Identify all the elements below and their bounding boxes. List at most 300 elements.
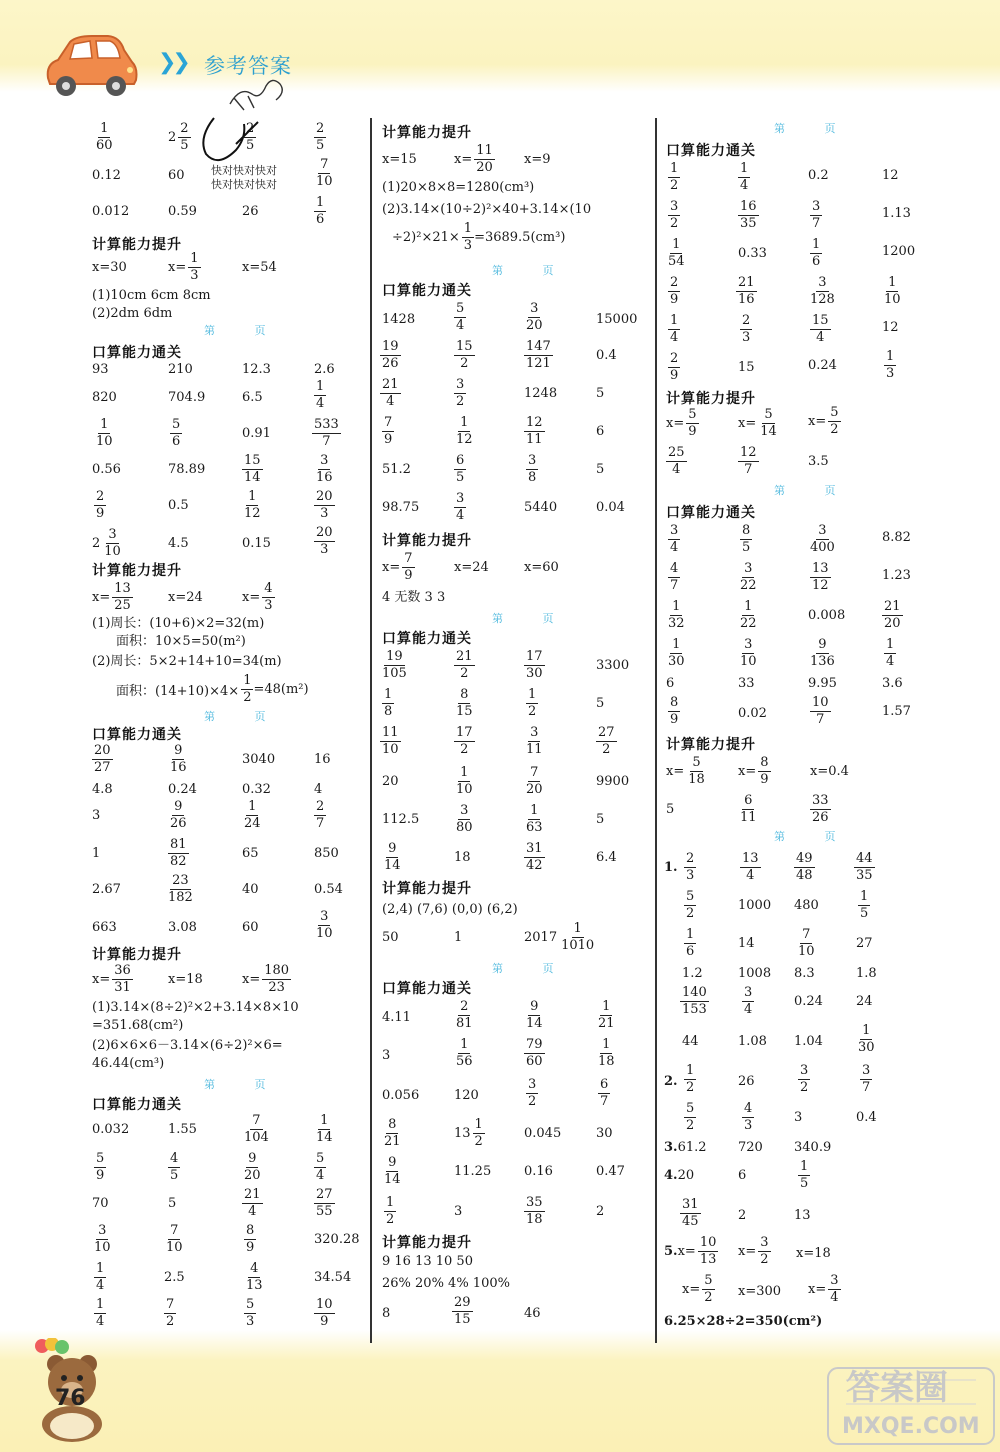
equation: x=9 (524, 152, 551, 167)
fraction: $\frac{4}{13}$ (246, 1261, 263, 1293)
equation: x=0.4 (810, 764, 849, 779)
answer: 0.012 (92, 204, 130, 219)
fraction: $\frac{3}{7}$ (862, 1063, 871, 1095)
answer-line: (2)3.14×(10÷2)²×40+3.14×(10 (382, 202, 592, 217)
equation: x= $\frac{5}{2}$ (808, 405, 839, 437)
answer: 850 (314, 846, 339, 861)
question-number: 3. (664, 1140, 678, 1155)
mixed-number: 13 $\frac{1}{2}$ (454, 1117, 483, 1149)
fraction: $\frac{33}{26}$ (812, 793, 829, 825)
section-heading: 口算能力通关 (92, 345, 182, 361)
fraction: $\frac{79}{60}$ (526, 1037, 543, 1069)
equation: x= $\frac{5}{14}$ (738, 407, 777, 439)
answer: 3300 (596, 658, 630, 673)
answer: 5 (596, 386, 605, 401)
fraction: $\frac{4}{5}$ (170, 1151, 179, 1183)
header-band (0, 0, 1000, 92)
answer: 93 (92, 362, 109, 377)
answer: 0.04 (596, 500, 625, 515)
answer: 26 (242, 204, 259, 219)
equation: x= $\frac{3}{4}$ (808, 1273, 839, 1305)
answer-line: 面积：(14+10)×4× $\frac{1}{2}$ =48(m²) (116, 673, 309, 705)
fraction: $\frac{31}{45}$ (682, 1197, 699, 1229)
fraction: $\frac{9}{136}$ (810, 637, 835, 669)
fraction: $\frac{3}{16}$ (316, 453, 333, 485)
answer: 0.056 (382, 1088, 420, 1103)
answer-text: =3689.5(cm³) (474, 230, 566, 245)
fraction: $\frac{1}{4}$ (886, 637, 895, 669)
answer-line: (1)20×8×8=1280(cm³) (382, 180, 535, 195)
fraction: $\frac{3}{2}$ (456, 377, 465, 409)
answer-text: 61.2 (677, 1140, 707, 1155)
answer: 4.8 (92, 782, 113, 797)
fraction: $\frac{1}{4}$ (670, 313, 679, 345)
answer: 1.57 (882, 704, 911, 719)
fraction: $\frac{9}{14}$ (384, 841, 401, 873)
answer: 0.02 (738, 706, 767, 721)
equation: x= $\frac{8}{9}$ (738, 755, 769, 787)
page-mark: 第 页 (774, 122, 854, 135)
answer: 0.5 (168, 498, 189, 513)
answer: 0.32 (242, 782, 271, 797)
fraction: $\frac{1}{4}$ (96, 1261, 105, 1293)
answer: 120 (454, 1088, 479, 1103)
fraction: $\frac{1}{12}$ (244, 489, 261, 521)
fraction: $\frac{1}{2}$ (686, 1063, 695, 1095)
answer: 1008 (738, 966, 772, 981)
fraction: $\frac{5}{2}$ (686, 889, 695, 921)
answer: 2 (596, 1204, 605, 1219)
equation: x= $\frac{1}{3}$ (168, 251, 199, 283)
answer: 33 (738, 676, 755, 691)
section-heading: 计算能力提升 (382, 1235, 472, 1251)
answer: 3 (92, 808, 101, 823)
answer: 6 (666, 676, 675, 691)
page-mark: 第 页 (774, 830, 854, 843)
answer-line: 26% 20% 4% 100% (382, 1276, 510, 1291)
answer: 1.13 (882, 206, 911, 221)
answer: 0.15 (242, 536, 271, 551)
fraction: $\frac{1}{12}$ (456, 415, 473, 447)
answer: 820 (92, 390, 117, 405)
answer: 8 (382, 1306, 391, 1321)
fraction: $\frac{49}{48}$ (796, 851, 813, 883)
answer-text: ÷2)²×21× (392, 230, 460, 245)
fraction: $\frac{7}{104}$ (244, 1113, 269, 1145)
fraction: $\frac{1}{2}$ (670, 161, 679, 193)
answer: 70 (92, 1196, 109, 1211)
section-heading: 计算能力提升 (382, 125, 472, 141)
fraction: $\frac{1}{30}$ (668, 637, 685, 669)
mixed-number: 2017 $\frac{1}{1010}$ (524, 921, 595, 953)
fraction: $\frac{2}{9}$ (670, 275, 679, 307)
fraction: $\frac{3}{20}$ (526, 301, 543, 333)
answer: 2 (738, 1208, 747, 1223)
fraction: $\frac{7}{2}$ (166, 1297, 175, 1329)
fraction: $\frac{17}{2}$ (456, 725, 473, 757)
answer: 720 (738, 1140, 763, 1155)
answer: 6.4 (596, 850, 617, 865)
equation: x= $\frac{36}{31}$ (92, 963, 131, 995)
answer-line: =351.68(cm²) (92, 1018, 184, 1033)
equation: x=300 (738, 1284, 782, 1299)
answer: 0.91 (242, 426, 271, 441)
answer: 0.4 (856, 1110, 877, 1125)
answer: 30 (596, 1126, 613, 1141)
answer: 2.5 (164, 1270, 185, 1285)
fraction: $\frac{2}{81}$ (456, 999, 473, 1031)
answer-line: (1)周长：(10+6)×2=32(m) (92, 616, 265, 631)
fraction: $\frac{5}{9}$ (96, 1151, 105, 1183)
column-divider (370, 118, 372, 1343)
fraction: $\frac{1}{4}$ (96, 1297, 105, 1329)
column-divider (655, 118, 657, 1343)
answer-line: 4 无数 3 3 (382, 590, 446, 605)
fraction: $\frac{5}{4}$ (456, 301, 465, 333)
fraction: $\frac{81}{82}$ (170, 837, 187, 869)
fraction: $\frac{31}{42}$ (526, 841, 543, 873)
fraction: $\frac{4}{3}$ (744, 1101, 753, 1133)
fraction: $\frac{3}{7}$ (812, 199, 821, 231)
handwriting-note: 快对快对快对 (211, 178, 277, 191)
fraction: $\frac{29}{15}$ (454, 1295, 471, 1327)
answer: 1.08 (738, 1034, 767, 1049)
answer-line: (1)10cm 6cm 8cm (92, 288, 211, 303)
fraction: $\frac{5}{3}$ (246, 1297, 255, 1329)
fraction: $\frac{3}{80}$ (456, 803, 473, 835)
section-heading: 口算能力通关 (382, 631, 472, 647)
answer: 4 (314, 782, 323, 797)
answer-line: (2)6×6×6－3.14×(6÷2)²×6= (92, 1038, 283, 1053)
fraction: $\frac{1}{10}$ (884, 275, 901, 307)
section-heading: 口算能力通关 (666, 505, 756, 521)
answer: 1000 (738, 898, 772, 913)
fraction: $\frac{3}{2}$ (670, 199, 679, 231)
answer: 9.95 (808, 676, 837, 691)
fraction: $\frac{1}{4}$ (740, 161, 749, 193)
fraction: $\frac{3}{10}$ (316, 909, 333, 941)
answer: 3.08 (168, 920, 197, 935)
mixed-number: 2 $\frac{3}{10}$ (92, 527, 121, 559)
answer: 0.032 (92, 1122, 130, 1137)
fraction: $\frac{2}{5}$ (316, 121, 325, 153)
equation: x=30 (92, 260, 127, 275)
answer: 12 (882, 320, 899, 335)
answer: 60 (168, 168, 185, 183)
answer: 6.5 (242, 390, 263, 405)
answer: 12.3 (242, 362, 271, 377)
answer: 5 (596, 696, 605, 711)
answer-row (664, 1140, 707, 1155)
fraction: $\frac{2}{5}$ (246, 121, 255, 153)
answer: 0.12 (92, 168, 121, 183)
pencil-sketch-icon (226, 74, 290, 114)
fraction: $\frac{21}{16}$ (738, 275, 755, 307)
fraction: $\frac{12}{11}$ (526, 415, 543, 447)
answer: 0.24 (168, 782, 197, 797)
fraction: $\frac{8}{9}$ (246, 1223, 255, 1255)
answer: 1428 (382, 312, 416, 327)
answer: 11.25 (454, 1164, 492, 1179)
equation: x= $\frac{5}{9}$ (666, 407, 697, 439)
equation: x=54 (242, 260, 277, 275)
car-icon (40, 28, 140, 100)
answer: 0.4 (596, 348, 617, 363)
answer: 20 (382, 774, 399, 789)
answer-line: (1)3.14×(8÷2)²×2+3.14×8×10 (92, 1000, 299, 1015)
fraction: $\frac{1}{6}$ (316, 195, 325, 227)
fraction: $\frac{1}{6}$ (812, 237, 821, 269)
fraction: $\frac{3}{10}$ (94, 1223, 111, 1255)
answer: 1200 (882, 244, 916, 259)
equation: x=60 (524, 560, 559, 575)
equation: x= $\frac{13}{25}$ (92, 581, 131, 613)
question-number: 5. (664, 1244, 678, 1259)
answer: 0.24 (794, 994, 823, 1009)
answer: 12 (882, 168, 899, 183)
answer: 0.16 (524, 1164, 553, 1179)
answer: 663 (92, 920, 117, 935)
fraction: $\frac{3}{10}$ (740, 637, 757, 669)
watermark-url: MXQE.COM (842, 1414, 980, 1439)
fraction: $\frac{15}{2}$ (456, 339, 473, 371)
answer: 15 (738, 360, 755, 375)
equation: x=18 (168, 972, 203, 987)
answer: 60 (242, 920, 259, 935)
fraction: $\frac{20}{3}$ (316, 525, 333, 557)
answer: 0.56 (92, 462, 121, 477)
answer: 5 (666, 802, 675, 817)
answer: 78.89 (168, 462, 206, 477)
fraction: $\frac{1}{56}$ (456, 1037, 473, 1069)
answer: 0.54 (314, 882, 343, 897)
equation: x= $\frac{3}{2}$ (738, 1235, 769, 1267)
equation: x= $\frac{5}{2}$ (682, 1273, 713, 1305)
fraction: $\frac{2}{7}$ (316, 799, 325, 831)
fraction: $\frac{13}{4}$ (742, 851, 759, 883)
fraction: $\frac{4}{7}$ (670, 561, 679, 593)
equation: x= $\frac{180}{23}$ (242, 963, 290, 995)
answer-text: =48(m²) (253, 682, 309, 697)
page-mark: 第 页 (492, 612, 572, 625)
answer: 13 (794, 1208, 811, 1223)
fraction: $\frac{1}{6}$ (686, 927, 695, 959)
section-heading: 口算能力通关 (92, 1097, 182, 1113)
answer-text: 2017 (524, 930, 558, 945)
answer: 44 (682, 1034, 699, 1049)
answer-line: ÷2)²×21× $\frac{1}{3}$ =3689.5(cm³) (392, 221, 566, 253)
question-number: 2. (664, 1074, 678, 1089)
answer-text: 20 (677, 1168, 695, 1183)
answer-row (664, 1168, 694, 1183)
answer: 3.6 (882, 676, 903, 691)
section-heading: 计算能力提升 (666, 391, 756, 407)
answer: 46 (524, 1306, 541, 1321)
question-number: 4. (664, 1168, 678, 1183)
answer-line: 面积：10×5=50(m²) (116, 634, 246, 649)
page-mark: 第 页 (204, 324, 284, 337)
fraction: $\frac{35}{18}$ (526, 1195, 543, 1227)
fraction: $\frac{6}{11}$ (740, 793, 757, 825)
answer-line: 9 16 13 10 50 (382, 1254, 473, 1269)
fraction: $\frac{3}{400}$ (810, 523, 835, 555)
answer: 1.04 (794, 1034, 823, 1049)
fraction: $\frac{3}{8}$ (528, 453, 537, 485)
fraction: $\frac{10}{7}$ (812, 695, 829, 727)
fraction: $\frac{3}{4}$ (670, 523, 679, 555)
section-heading: 计算能力提升 (92, 237, 182, 253)
fraction: $\frac{1}{2}$ (386, 1195, 395, 1227)
fraction: $\frac{20}{27}$ (94, 743, 111, 775)
answer: 27 (856, 936, 873, 951)
page-mark: 第 页 (492, 264, 572, 277)
fraction: $\frac{10}{9}$ (316, 1297, 333, 1329)
fraction: $\frac{6}{7}$ (600, 1077, 609, 1109)
answer: 18 (454, 850, 471, 865)
answer: 3 (794, 1110, 803, 1125)
answer: 210 (168, 362, 193, 377)
fraction: $\frac{9}{16}$ (170, 743, 187, 775)
fraction: $\frac{5}{6}$ (172, 417, 181, 449)
answer: 6 (596, 424, 605, 439)
page-mark: 第 页 (492, 962, 572, 975)
answer: 26 (738, 1074, 755, 1089)
page-mark: 第 页 (774, 484, 854, 497)
answer: 4.11 (382, 1010, 411, 1025)
fraction: $\frac{2}{3}$ (686, 851, 695, 883)
section-heading: 口算能力通关 (382, 283, 472, 299)
fraction: $\frac{1}{3}$ (886, 349, 895, 381)
equation: x= $\frac{5}{18}$ (666, 755, 705, 787)
fraction: $\frac{533}{7}$ (314, 417, 339, 449)
fraction: $\frac{8}{21}$ (384, 1117, 401, 1149)
answer: 9900 (596, 774, 630, 789)
fraction: $\frac{9}{14}$ (526, 999, 543, 1031)
answer: 112.5 (382, 812, 420, 827)
fraction: $\frac{21}{2}$ (456, 649, 473, 681)
answer: 2.6 (314, 362, 335, 377)
answer-line: (2)2dm 6dm (92, 306, 173, 321)
fraction: $\frac{21}{20}$ (884, 599, 901, 631)
fraction: $\frac{3}{2}$ (528, 1077, 537, 1109)
fraction: $\frac{3}{11}$ (526, 725, 543, 757)
answer: 0.008 (808, 608, 846, 623)
fraction: $\frac{3}{4}$ (456, 491, 465, 523)
equation: x=24 (454, 560, 489, 575)
fraction: $\frac{1}{10}$ (96, 417, 113, 449)
fraction: $\frac{19}{105}$ (382, 649, 407, 681)
question-number: 1. (664, 860, 678, 875)
mixed-number: 2 $\frac{2}{5}$ (168, 121, 189, 153)
section-heading: 计算能力提升 (382, 881, 472, 897)
fraction: $\frac{1}{2}$ (528, 687, 537, 719)
fraction: $\frac{7}{20}$ (526, 765, 543, 797)
answer: 1 (92, 846, 101, 861)
answer: 1.2 (682, 966, 703, 981)
fraction: $\frac{1}{21}$ (598, 999, 615, 1031)
section-heading: 计算能力提升 (92, 563, 182, 579)
answer-line: 6.25×28÷2=350(cm²) (664, 1314, 823, 1329)
answer-line: (2)周长：5×2+14+10=34(m) (92, 654, 282, 669)
fraction: $\frac{7}{10}$ (166, 1223, 183, 1255)
fraction: $\frac{15}{14}$ (244, 453, 261, 485)
fraction: $\frac{1}{10}$ (456, 765, 473, 797)
fraction: $\frac{27}{55}$ (316, 1187, 333, 1219)
answer: 65 (242, 846, 259, 861)
fraction: $\frac{1}{32}$ (668, 599, 685, 631)
fraction: $\frac{20}{3}$ (316, 489, 333, 521)
answer: 8.3 (794, 966, 815, 981)
fraction: $\frac{9}{26}$ (170, 799, 187, 831)
handwriting-scribble (196, 114, 266, 166)
equation: x= $\frac{7}{9}$ (382, 551, 413, 583)
answer: 34.54 (314, 1270, 352, 1285)
fraction: $\frac{1}{60}$ (96, 121, 113, 153)
fraction: $\frac{1}{18}$ (598, 1037, 615, 1069)
answer: 98.75 (382, 500, 420, 515)
fraction: $\frac{21}{4}$ (382, 377, 399, 409)
fraction: $\frac{5}{2}$ (686, 1101, 695, 1133)
fraction: $\frac{1}{14}$ (316, 1113, 333, 1145)
fraction: $\frac{2}{9}$ (670, 351, 679, 383)
fraction: $\frac{7}{9}$ (384, 415, 393, 447)
answer: 320.28 (314, 1232, 360, 1247)
answer-line: 46.44(cm³) (92, 1056, 165, 1071)
fraction: $\frac{19}{26}$ (382, 339, 399, 371)
equation: x= $\frac{4}{3}$ (242, 581, 273, 613)
answer: 1.23 (882, 568, 911, 583)
fraction: $\frac{3}{2}$ (800, 1063, 809, 1095)
answer: 40 (242, 882, 259, 897)
fraction: $\frac{5}{4}$ (316, 1151, 325, 1183)
fraction: $\frac{6}{5}$ (456, 453, 465, 485)
chevron-right-icon: ❯❯ (158, 50, 187, 75)
answer: 1 (454, 930, 463, 945)
fraction: $\frac{140}{153}$ (682, 985, 707, 1017)
section-heading: 口算能力通关 (666, 143, 756, 159)
fraction: $\frac{7}{10}$ (316, 157, 333, 189)
fraction: $\frac{8}{5}$ (742, 523, 751, 555)
answer: 1.55 (168, 1122, 197, 1137)
answer: 1.8 (856, 966, 877, 981)
answer: 5 (596, 462, 605, 477)
fraction: $\frac{3}{22}$ (740, 561, 757, 593)
fraction: $\frac{147}{121}$ (526, 339, 551, 371)
equation: 5. x= $\frac{10}{13}$ (664, 1235, 717, 1267)
fraction: $\frac{8}{15}$ (456, 687, 473, 719)
fraction: $\frac{1}{54}$ (668, 237, 685, 269)
section-heading: 计算能力提升 (382, 533, 472, 549)
fraction: $\frac{3}{128}$ (810, 275, 835, 307)
fraction: $\frac{1}{4}$ (316, 379, 325, 411)
fraction: $\frac{9}{20}$ (244, 1151, 261, 1183)
equation: x=15 (382, 152, 417, 167)
page-number: 76 (55, 1386, 86, 1411)
answer-line: (2,4) (7,6) (0,0) (6,2) (382, 902, 518, 917)
fraction: $\frac{23}{182}$ (168, 873, 193, 905)
answer: 14 (738, 936, 755, 951)
fraction: $\frac{21}{4}$ (244, 1187, 261, 1219)
fraction: $\frac{12}{7}$ (740, 445, 757, 477)
answer-text: 面积：(14+10)×4× (116, 684, 240, 699)
equation: x= $\frac{11}{20}$ (454, 143, 493, 175)
answer-text: 13 (454, 1126, 471, 1141)
watermark-text: 答案圈 (846, 1368, 948, 1408)
page-mark: 第 页 (204, 710, 284, 723)
answer: 2.67 (92, 882, 121, 897)
fraction: $\frac{3}{4}$ (744, 985, 753, 1017)
fraction: $\frac{11}{10}$ (382, 725, 399, 757)
